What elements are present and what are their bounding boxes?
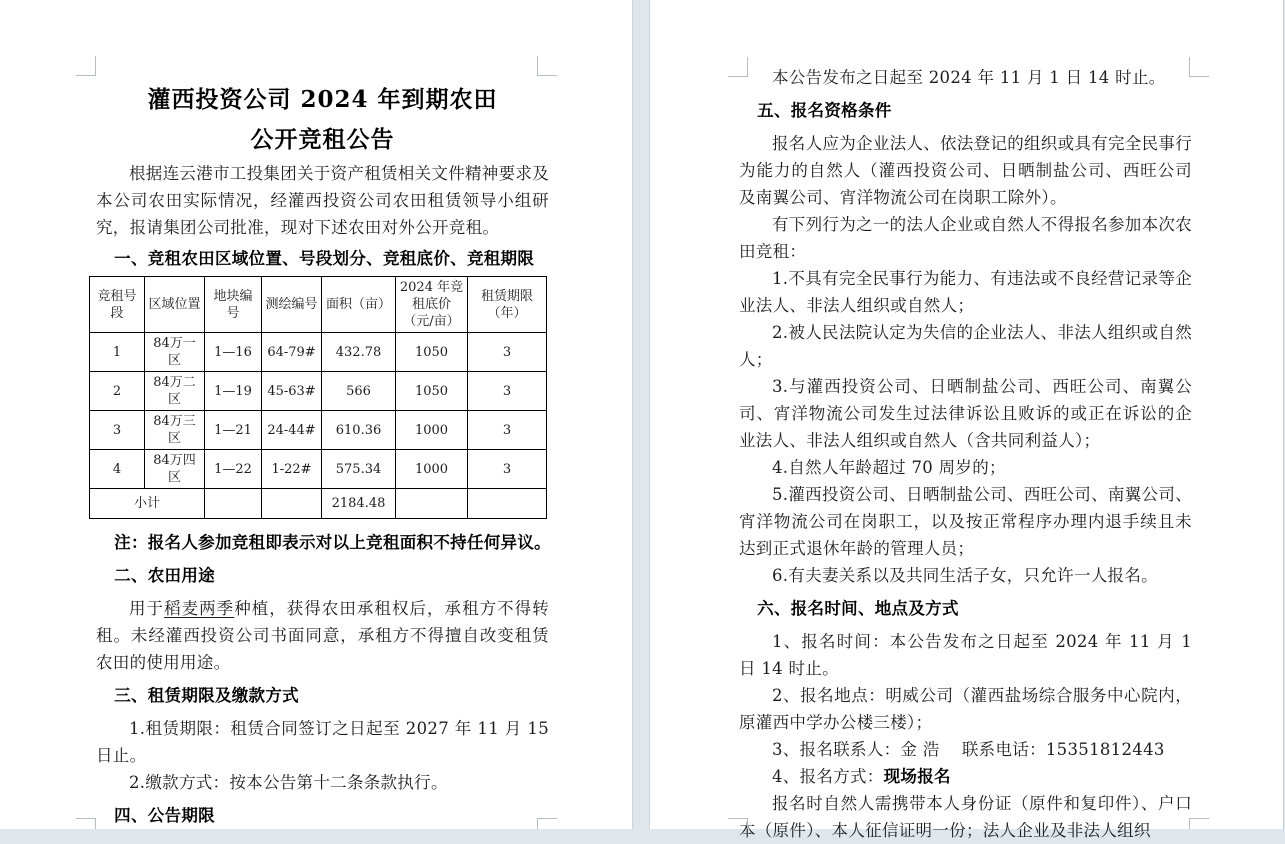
- section-5-heading: 五、报名资格条件: [757, 101, 892, 120]
- margin-corner-mark: [537, 56, 557, 76]
- cell-plot-no: 1—21: [205, 411, 262, 450]
- col-header-base-price: 2024 年竞租底价（元/亩）: [396, 277, 468, 333]
- document-title-line-1: 灌西投资公司 2024 年到期农田: [147, 86, 498, 113]
- cell-base-price: 1050: [396, 372, 468, 411]
- usage-paragraph: [96, 595, 549, 676]
- cell-segment-no: 1: [90, 333, 145, 372]
- table-cell-empty: [262, 489, 322, 519]
- col-header-segment-no: 竞租号段: [90, 277, 145, 333]
- table-note: 注：报名人参加竞租即表示对以上竞租面积不持任何异议。: [114, 533, 551, 552]
- col-header-region: 区域位置: [145, 277, 205, 333]
- table-header-row: [90, 277, 547, 333]
- cell-plot-no: 1—16: [205, 333, 262, 372]
- table-subtotal-row: [90, 489, 547, 519]
- cell-plot-no: 1—19: [205, 372, 262, 411]
- cell-subtotal-area: 2184.48: [322, 489, 396, 519]
- cell-subtotal-label: 小计: [90, 489, 205, 519]
- cell-area: 610.36: [322, 411, 396, 450]
- cell-lease-term: 3: [468, 333, 547, 372]
- margin-corner-mark: [728, 818, 748, 829]
- col-header-survey-no: 测绘编号: [262, 277, 322, 333]
- section-6-heading: 六、报名时间、地点及方式: [757, 599, 959, 618]
- cell-survey-no: 24-44#: [262, 411, 322, 450]
- margin-corner-mark: [76, 818, 96, 829]
- cell-base-price: 1050: [396, 333, 468, 372]
- restriction-item-2: 2.被人民法院认定为失信的企业法人、非法人组织或自然人；: [739, 323, 1192, 369]
- lease-term-item: 1.租赁期限：租赁合同签订之日起至 2027 年 11 月 15 日止。: [96, 719, 549, 765]
- table-row: [90, 411, 547, 450]
- cell-region: 84万一区: [145, 333, 205, 372]
- section-2-heading: 二、农田用途: [114, 566, 215, 585]
- lease-plots-table: [89, 276, 547, 519]
- signup-method-label: 4、报名方式：: [772, 767, 884, 786]
- cell-survey-no: 45-63#: [262, 372, 322, 411]
- cell-segment-no: 3: [90, 411, 145, 450]
- cell-base-price: 1000: [396, 411, 468, 450]
- section-1-heading: 一、竞租农田区域位置、号段划分、竞租底价、竞租期限: [114, 249, 535, 268]
- intro-paragraph: 根据连云港市工投集团关于资产租赁相关文件精神要求及本公司农田实际情况，经灌西投资公司农田租赁领导小组研究，报请集团公司批准，现对下述农田对外公开竞租。: [96, 164, 549, 237]
- margin-corner-mark: [1189, 818, 1209, 829]
- cell-region: 84万二区: [145, 372, 205, 411]
- cell-survey-no: 64-79#: [262, 333, 322, 372]
- table-row: [90, 450, 547, 489]
- signup-contact-item: 3、报名联系人：金 浩 联系电话：15351812443: [772, 740, 1165, 759]
- document-page-1[interactable]: [0, 0, 633, 829]
- materials-paragraph: 报名时自然人需携带本人身份证（原件和复印件）、户口本（原件）、本人征信证明一份；法人企业及非法人组织: [739, 794, 1192, 840]
- table-cell-empty: [468, 489, 547, 519]
- payment-method-item: 2.缴款方式：按本公告第十二条条款执行。: [129, 773, 448, 792]
- cell-area: 566: [322, 372, 396, 411]
- notice-period-paragraph: 本公告发布之日起至 2024 年 11 月 1 日 14 时止。: [772, 68, 1166, 87]
- table-row: [90, 333, 547, 372]
- restriction-item-5: 5.灌西投资公司、日晒制盐公司、西旺公司、南翼公司、宵洋物流公司在岗职工，以及按正常程序办理内退手续且未达到正式退休年龄的管理人员；: [739, 485, 1192, 558]
- document-page-2[interactable]: [649, 0, 1283, 840]
- restriction-item-6: 6.有夫妻关系以及共同生活子女，只允许一人报名。: [772, 566, 1158, 585]
- signup-place-item: 2、报名地点：明威公司（灌西盐场综合服务中心院内，原灌西中学办公楼三楼）；: [739, 686, 1192, 732]
- section-3-heading: 三、租赁期限及缴款方式: [114, 686, 299, 705]
- cell-survey-no: 1-22#: [262, 450, 322, 489]
- table-row: [90, 372, 547, 411]
- margin-corner-mark: [537, 818, 557, 829]
- signup-method-item: [739, 763, 1192, 790]
- signup-method-value: 现场报名: [883, 767, 951, 786]
- restriction-item-1: 1.不具有完全民事行为能力、有违法或不良经营记录等企业法人、非法人组织或自然人；: [739, 269, 1192, 315]
- cell-base-price: 1000: [396, 450, 468, 489]
- col-header-plot-no: 地块编号: [205, 277, 262, 333]
- page-1-content: [0, 0, 632, 829]
- cell-segment-no: 2: [90, 372, 145, 411]
- margin-corner-mark: [728, 57, 748, 77]
- restriction-item-4: 4.自然人年龄超过 70 周岁的；: [772, 458, 1006, 477]
- page-2-content: [650, 0, 1283, 840]
- usage-text-underlined: 稻麦两季: [164, 599, 235, 618]
- document-title-line-2: 公开竞租公告: [250, 126, 395, 153]
- cell-region: 84万三区: [145, 411, 205, 450]
- cell-area: 432.78: [322, 333, 396, 372]
- col-header-area: 面积（亩）: [322, 277, 396, 333]
- col-header-lease-term: 租赁期限（年）: [468, 277, 547, 333]
- usage-text-after: 种植，获得农田承租权后，承租方不得转租。未经灌西投资公司书面同意，承租方不得擅自改变租赁农田的使用用途。: [96, 599, 549, 672]
- cell-area: 575.34: [322, 450, 396, 489]
- cell-lease-term: 3: [468, 411, 547, 450]
- cell-segment-no: 4: [90, 450, 145, 489]
- cell-lease-term: 3: [468, 372, 547, 411]
- margin-corner-mark: [1189, 57, 1209, 77]
- usage-text-before: 用于: [129, 599, 165, 618]
- restriction-intro-paragraph: 有下列行为之一的法人企业或自然人不得报名参加本次农田竞租：: [739, 215, 1192, 261]
- cell-lease-term: 3: [468, 450, 547, 489]
- table-cell-empty: [205, 489, 262, 519]
- signup-time-item: 1、报名时间：本公告发布之日起至 2024 年 11 月 1 日 14 时止。: [739, 632, 1192, 678]
- cell-plot-no: 1—22: [205, 450, 262, 489]
- section-4-heading: 四、公告期限: [114, 806, 215, 825]
- cell-region: 84万四区: [145, 450, 205, 489]
- view-right-edge-line: [1283, 0, 1284, 829]
- eligibility-intro-paragraph: 报名人应为企业法人、依法登记的组织或具有完全民事行为能力的自然人（灌西投资公司、日晒制盐公司、西旺公司及南翼公司、宵洋物流公司在岗职工除外）。: [739, 134, 1192, 207]
- restriction-item-3: 3.与灌西投资公司、日晒制盐公司、西旺公司、南翼公司、宵洋物流公司发生过法律诉讼且败诉的或正在诉讼的企业法人、非法人组织或自然人（含共同利益人）；: [739, 377, 1192, 450]
- margin-corner-mark: [76, 56, 96, 76]
- table-cell-empty: [396, 489, 468, 519]
